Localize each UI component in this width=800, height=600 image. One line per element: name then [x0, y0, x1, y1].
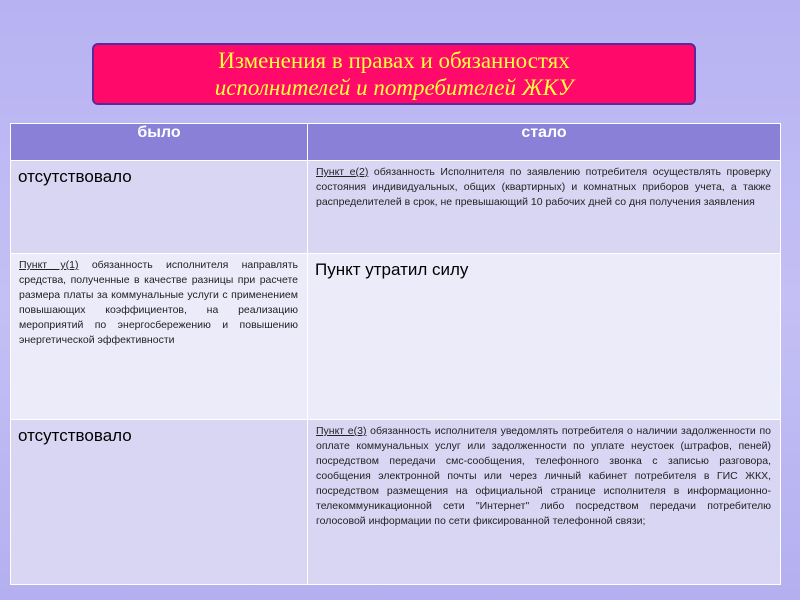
row-2-before-text: [11, 254, 307, 352]
header-before: было: [11, 124, 308, 161]
comparison-table: [10, 123, 781, 585]
row-3-after: [308, 420, 781, 585]
row-3-before: [11, 420, 308, 585]
row-3-after-text: [308, 420, 780, 533]
slide-title: [92, 43, 696, 105]
title-line-1: Изменения в правах и обязанностях: [218, 48, 570, 73]
table-row: [11, 420, 781, 585]
row-2-before-body: обязанность исполнителя направлять средства, полученные в качестве разницы при расчете размера платы за коммунальные услуги с применением повышающих коэффициентов, на реализацию мероприятий по энергосбережению и повышению энергетической эффективности: [19, 259, 298, 346]
table-row: [11, 161, 781, 254]
table-header-row: [11, 124, 781, 161]
row-1-after: [308, 161, 781, 254]
row-3-after-body: обязанность исполнителя уведомлять потребителя о наличии задолженности по оплате коммунальных услуг или задолженности по уплате неустоек (штрафов, пеней) посредством передачи смс-сообщения, телефонного звонка с записью разговора, сообщения электронной почты или через личный кабинет потребителя в ГИС ЖКХ, посредством размещения на официальной странице исполнителя в информационно-телекоммуникационной сети "Интернет" либо посредством передачи потребителю голосовой информации по сети фиксированной телефонной связи;: [316, 425, 771, 527]
row-2-before: [11, 254, 308, 420]
row-1-after-ref: Пункт е(2): [316, 166, 369, 178]
row-1-before-text: отсутствовало: [18, 167, 132, 186]
table-row: [11, 254, 781, 420]
title-line-2: исполнителей и потребителей ЖКУ: [214, 75, 574, 100]
row-1-after-body: обязанность Исполнителя по заявлению потребителя осуществлять проверку состояния индивидуальных, общих (квартирных) и комнатных приборов учета, а также распределителей в срок, не превышающий 10 рабочих дней со дня получения заявления: [316, 166, 771, 208]
row-1-after-text: [308, 161, 780, 214]
row-2-after-text: Пункт утратил силу: [315, 260, 469, 279]
header-after: стало: [308, 124, 781, 161]
row-1-before: [11, 161, 308, 254]
row-3-before-text: отсутствовало: [18, 426, 132, 445]
row-3-after-ref: Пункт е(3): [316, 425, 367, 437]
row-2-after: [308, 254, 781, 420]
row-2-before-ref: Пункт у(1): [19, 259, 79, 271]
